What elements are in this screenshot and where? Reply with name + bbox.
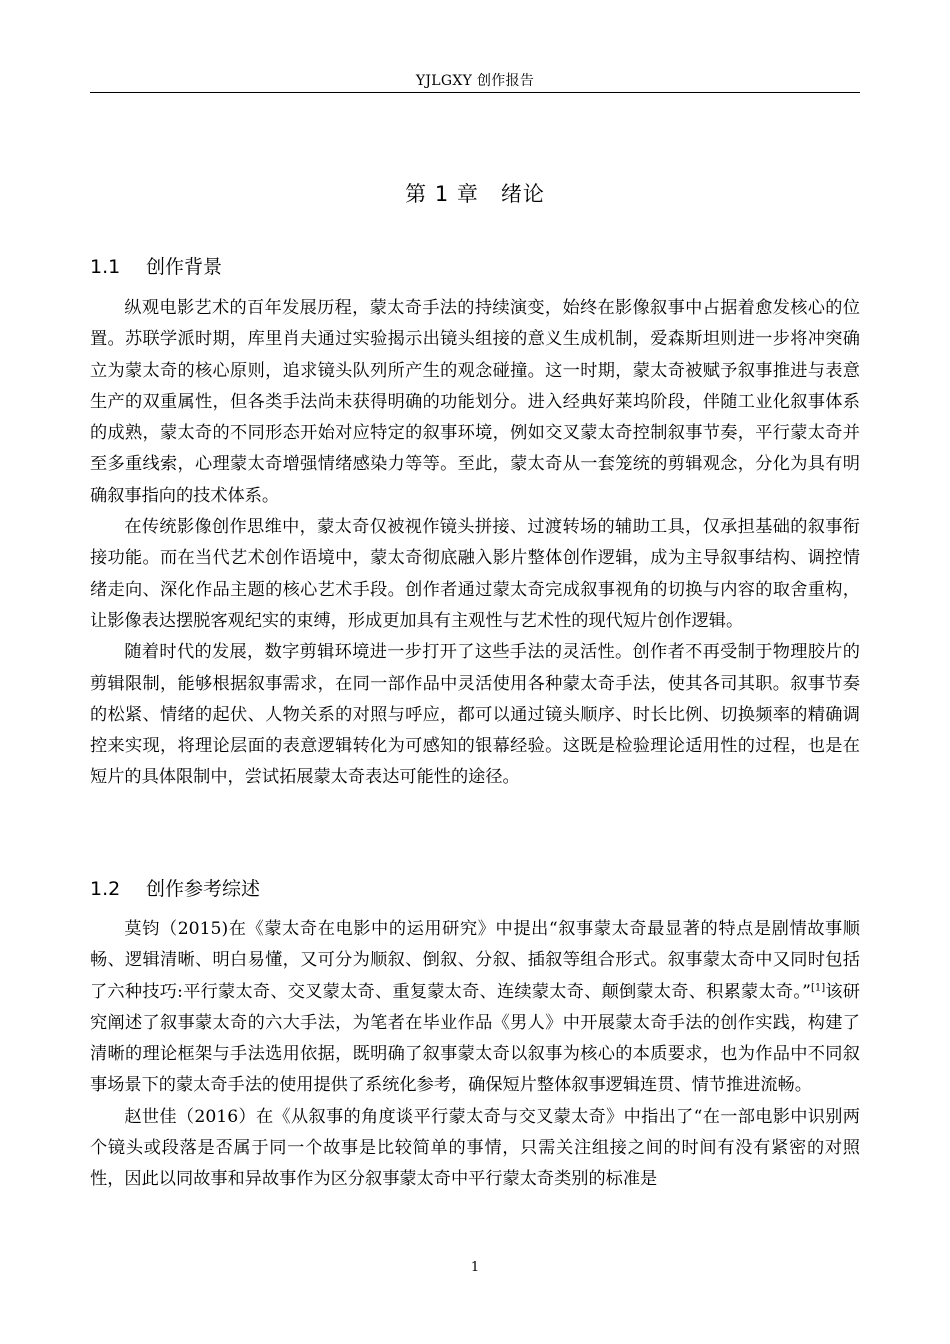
page-number: 1	[470, 1260, 480, 1275]
paragraph: 纵观电影艺术的百年发展历程，蒙太奇手法的持续演变，始终在影像叙事中占据着愈发核心的位置。苏联学派时期，库里肖夫通过实验揭示出镜头组接的意义生成机制，爱森斯坦则进一步将冲突确立为蒙太奇的核心原则，追求镜头队列所产生的观念碰撞。这一时期，蒙太奇被赋予叙事推进与表意生产的双重属性，但各类手法尚未获得明确的功能划分。进入经典好莱坞阶段，伴随工业化叙事体系的成熟，蒙太奇的不同形态开始对应特定的叙事环境，例如交叉蒙太奇控制叙事节奏，平行蒙太奇并至多重线索，心理蒙太奇增强情绪感染力等等。至此，蒙太奇从一套笼统的剪辑观念，分化为具有明确叙事指向的技术体系。	[90, 298, 860, 506]
paragraph: 赵世佳（2016）在《从叙事的角度谈平行蒙太奇与交叉蒙太奇》中指出了“在一部电影中识别两个镜头或段落是否属于同一个故事是比较简单的事情，只需关注组接之间的时间有没有紧密的对照性，因此以同故事和异故事作为区分叙事蒙太奇中平行蒙太奇类别的标准是	[90, 1106, 860, 1190]
section-heading-1-1	[90, 252, 860, 279]
paragraph: 随着时代的发展，数字剪辑环境进一步打开了这些手法的灵活性。创作者不再受制于物理胶片的剪辑限制，能够根据叙事需求，在同一部作品中灵活使用各种蒙太奇手法，使其各司其职。叙事节奏的松紧、情绪的起伏、人物关系的对照与呼应，都可以通过镜头顺序、时长比例、切换频率的精确调控来实现，将理论层面的表意逻辑转化为可感知的银幕经验。这既是检验理论适用性的过程，也是在短片的具体限制中，尝试拓展蒙太奇表达可能性的途径。	[90, 642, 860, 788]
citation-marker[interactable]: [1]	[810, 981, 826, 993]
section-body-1-1	[90, 293, 860, 794]
paragraph: 在传统影像创作思维中，蒙太奇仅被视作镜头拼接、过渡转场的辅助工具，仅承担基础的叙事衔接功能。而在当代艺术创作语境中，蒙太奇彻底融入影片整体创作逻辑，成为主导叙事结构、调控情绪走向、深化作品主题的核心艺术手段。创作者通过蒙太奇完成叙事视角的切换与内容的取舍重构，让影像表达摆脱客观纪实的束缚，形成更加具有主观性与艺术性的现代短片创作逻辑。	[90, 517, 860, 631]
section-number: 1.2	[90, 878, 121, 900]
chapter-title: 第 1 章 绪论	[405, 182, 545, 206]
section-title: 创作参考综述	[146, 878, 261, 900]
section-heading-1-2	[90, 874, 860, 901]
paragraph	[90, 914, 860, 1102]
section-title: 创作背景	[146, 256, 223, 278]
header-rule	[90, 92, 860, 93]
section-body-1-2	[90, 914, 860, 1196]
quote-text: 莫钧（2015)在《蒙太奇在电影中的运用研究》中提出“叙事蒙太奇最显著的特点是剧情故事顺畅、逻辑清晰、明白易懂，又可分为顺叙、倒叙、分叙、插叙等组合形式。叙事蒙太奇中又同时包括了六种技巧:平行蒙太奇、交叉蒙太奇、重复蒙太奇、连续蒙太奇、颠倒蒙太奇、积累蒙太奇。”	[90, 919, 860, 1002]
running-header: YJLGXY 创作报告	[415, 73, 535, 89]
paragraph-text: 该研究阐述了叙事蒙太奇的六大手法，为笔者在毕业作品《男人》中开展蒙太奇手法的创作实践，构建了清晰的理论框架与手法选用依据，既明确了叙事蒙太奇以叙事为核心的本质要求，也为作品中不同叙事场景下的蒙太奇手法的使用提供了系统化参考，确保短片整体叙事逻辑连贯、情节推进流畅。	[90, 981, 860, 1096]
section-number: 1.1	[90, 256, 121, 278]
